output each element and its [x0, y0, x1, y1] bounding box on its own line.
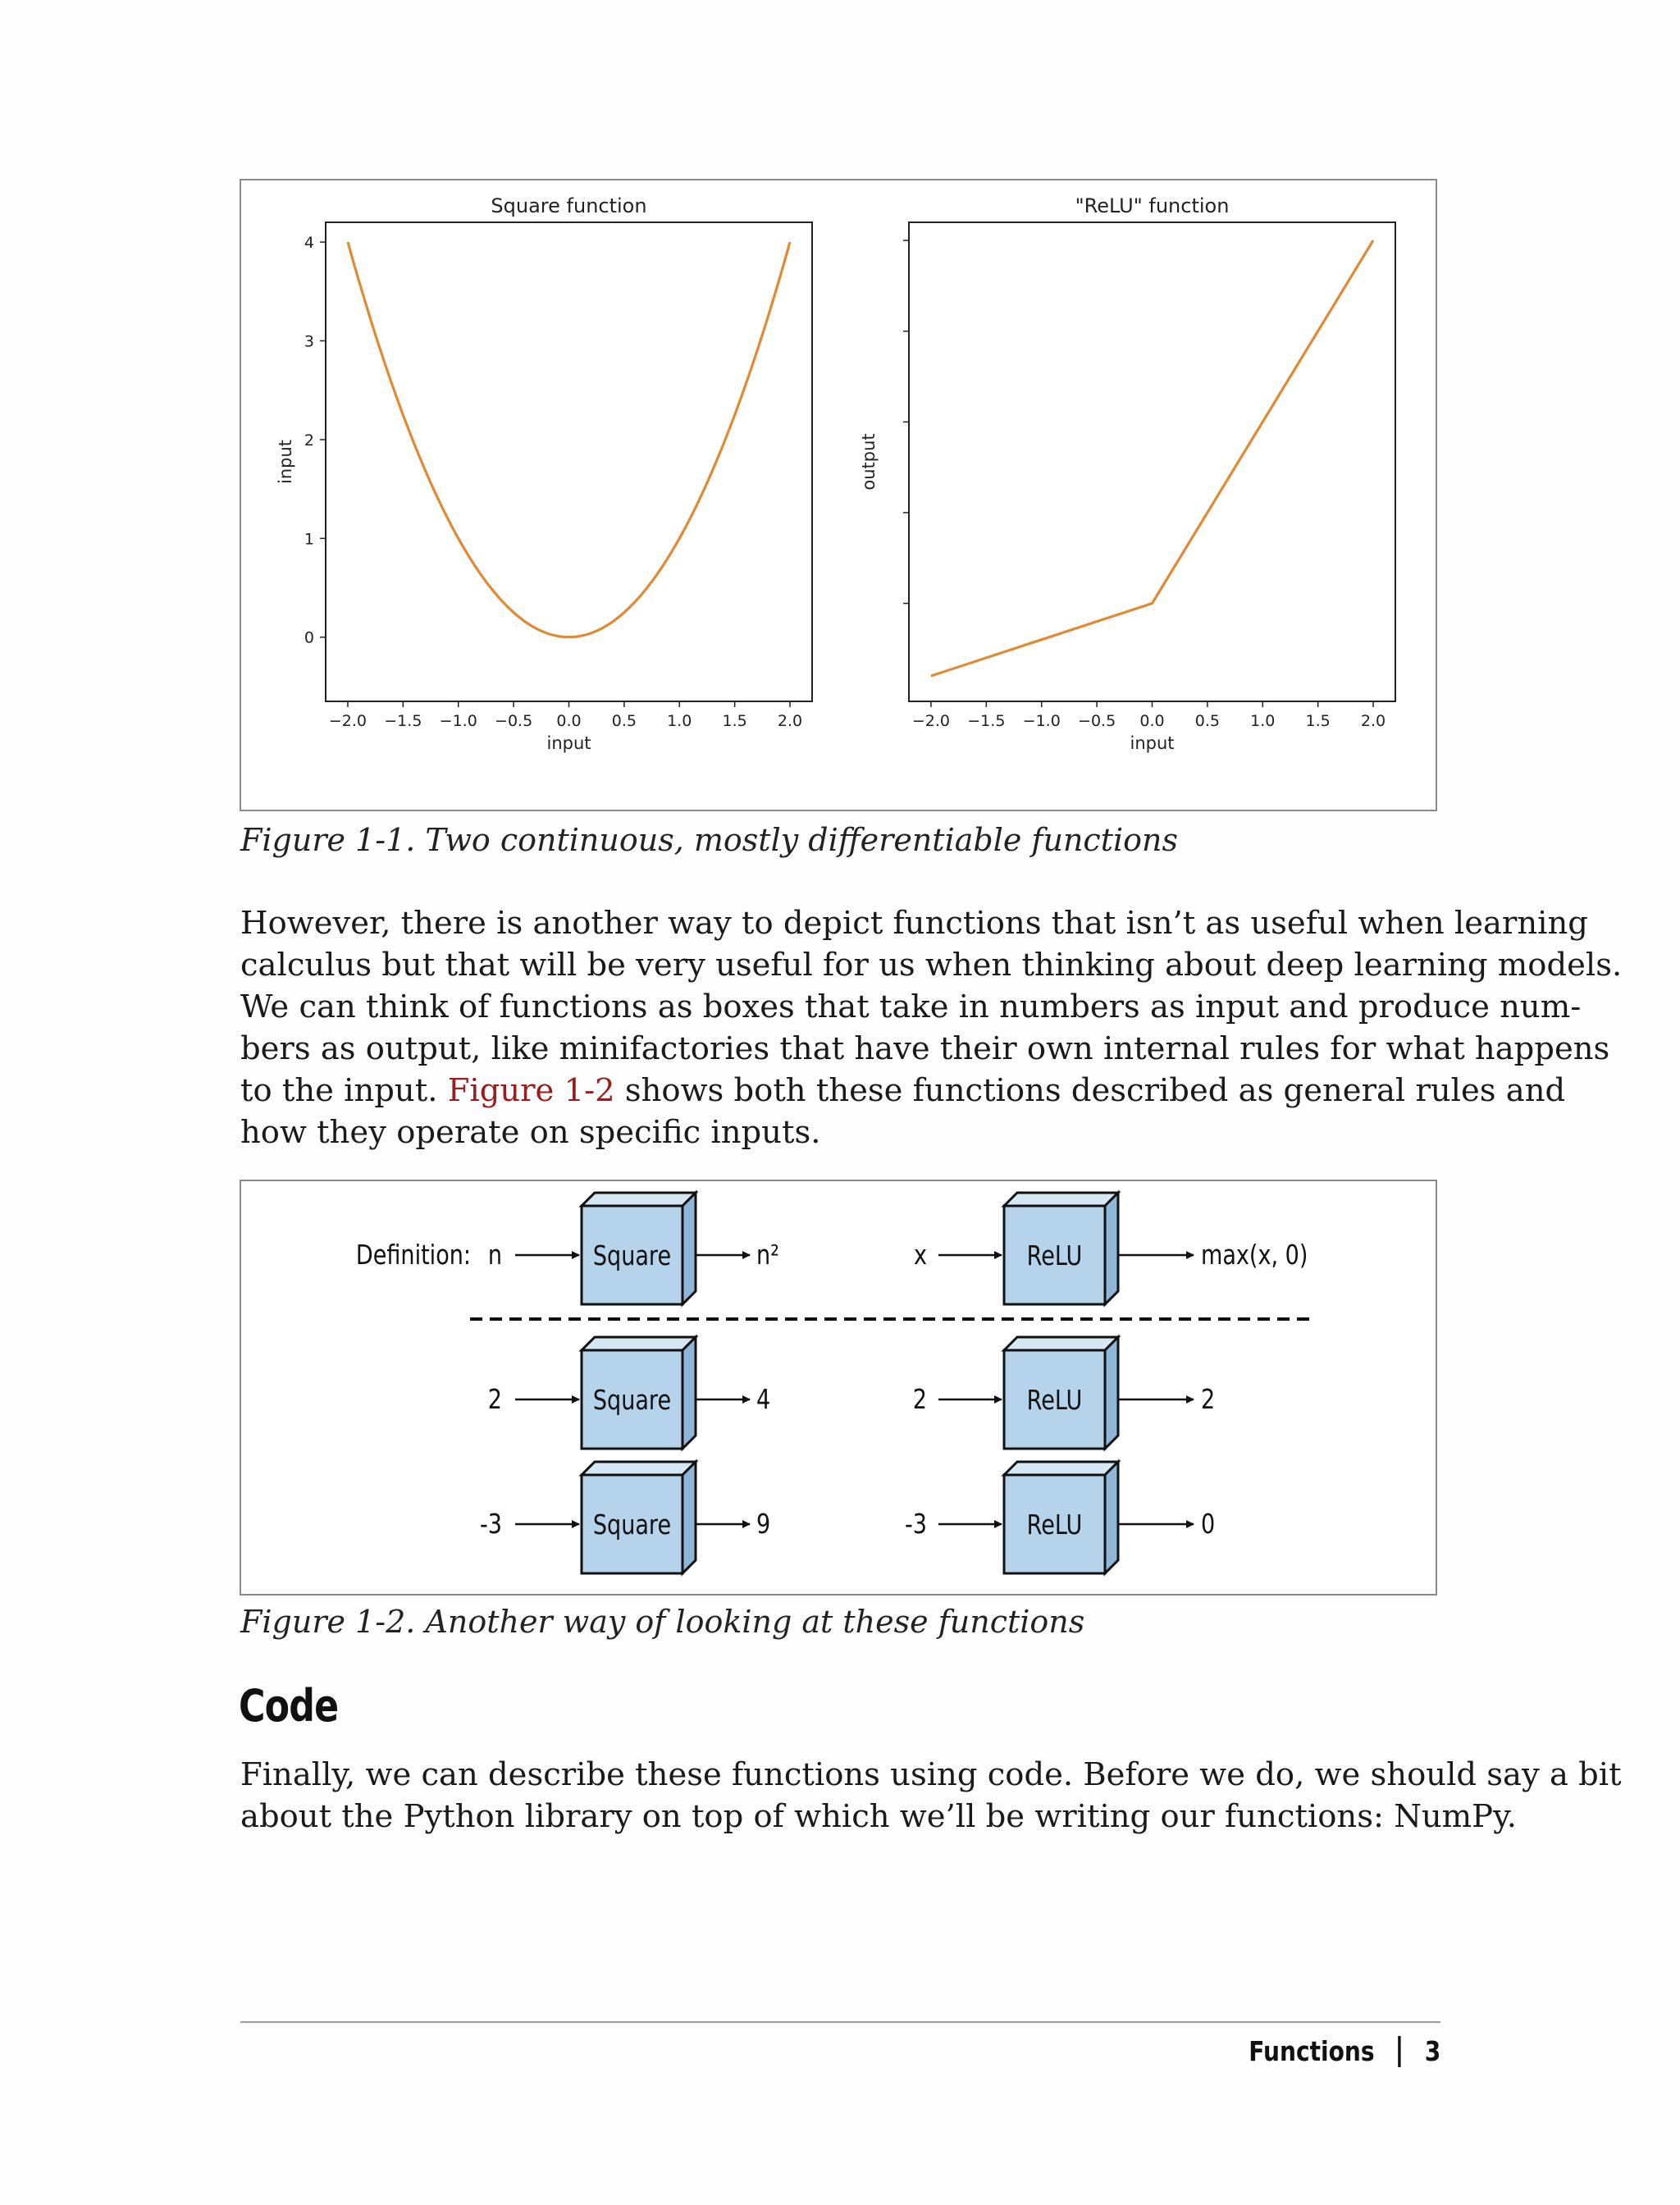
- x-tick-label: −1.0: [439, 712, 477, 730]
- y-axis-label: input: [276, 439, 295, 485]
- relu-input-value: 2: [912, 1384, 927, 1416]
- chart-title: Square function: [491, 194, 647, 217]
- x-tick-label: −1.5: [384, 712, 422, 730]
- relu-function-box: [1004, 1337, 1118, 1449]
- paragraph-line: how they operate on specific inputs.: [240, 1114, 821, 1151]
- y-axis-label: output: [859, 433, 879, 491]
- paragraph-line: calculus but that will be very useful for us when thinking about deep learning models.: [240, 947, 1623, 984]
- cube-label: Square: [592, 1240, 672, 1272]
- body-paragraph-2: [240, 1754, 1622, 1838]
- cube-label: ReLU: [1026, 1509, 1083, 1541]
- relu-output-value: 0: [1201, 1509, 1216, 1541]
- x-tick-label: 0.0: [556, 712, 582, 730]
- cube-side-face: [682, 1337, 696, 1449]
- footer-rule: [240, 2021, 1440, 2023]
- x-tick-label: −1.0: [1022, 712, 1061, 730]
- square-input-value: 2: [487, 1384, 502, 1416]
- cube-label: ReLU: [1026, 1240, 1083, 1272]
- y-tick-label: 4: [304, 234, 314, 253]
- x-axis-label: input: [546, 733, 591, 753]
- relu-input-value: -3: [905, 1509, 927, 1541]
- cube-top-face: [582, 1193, 696, 1206]
- square-output-value: n²: [756, 1239, 779, 1271]
- paragraph-line: [240, 1070, 1566, 1112]
- paragraph-line: We can think of functions as boxes that take in numbers as input and produce num-: [240, 988, 1582, 1025]
- paragraph-line: Finally, we can describe these functions using code. Before we do, we should say a bit: [240, 1756, 1622, 1793]
- x-tick-label: 2.0: [777, 712, 803, 730]
- cube-label: Square: [592, 1509, 672, 1541]
- section-heading-code: Code: [239, 1680, 339, 1732]
- square-function-box: [582, 1462, 696, 1573]
- figure-1-1-charts: [241, 180, 1436, 810]
- figure-1-2-link[interactable]: Figure 1-2: [447, 1072, 615, 1109]
- figure-1-1-caption: Figure 1-1. Two continuous, mostly differentiable functions: [240, 822, 1178, 858]
- y-tick-label: 0: [304, 628, 314, 647]
- relu-function-chart: [859, 194, 1395, 753]
- x-tick-label: −0.5: [1078, 712, 1116, 730]
- square-function-box: [582, 1337, 696, 1449]
- x-tick-label: −0.5: [495, 712, 533, 730]
- plot-area: [909, 222, 1395, 701]
- cube-top-face: [582, 1462, 696, 1475]
- figure-1-2-caption: Figure 1-2. Another way of looking at these functions: [240, 1604, 1085, 1640]
- definition-label: Definition:: [355, 1239, 471, 1271]
- relu-function-box: [1004, 1462, 1118, 1573]
- cube-side-face: [1105, 1462, 1118, 1573]
- square-function-box: [582, 1193, 696, 1304]
- cube-top-face: [1004, 1462, 1118, 1475]
- square-output-value: 9: [756, 1509, 771, 1541]
- relu-input-value: x: [913, 1239, 927, 1271]
- x-tick-label: −2.0: [328, 712, 368, 730]
- square-output-value: 4: [756, 1384, 771, 1416]
- chart-title: "ReLU" function: [1075, 194, 1230, 217]
- x-axis-label: input: [1130, 733, 1175, 753]
- body-paragraph-1: [240, 902, 1623, 1153]
- x-tick-label: 1.0: [1250, 712, 1276, 730]
- relu-output-value: 2: [1201, 1384, 1216, 1416]
- cube-side-face: [682, 1193, 696, 1304]
- figure-1-2-diagram: [241, 1181, 1436, 1594]
- cube-side-face: [1105, 1193, 1118, 1304]
- paragraph-line: about the Python library on top of which we’ll be writing our functions: NumPy.: [240, 1798, 1517, 1835]
- x-tick-label: 0.0: [1139, 712, 1165, 730]
- figure-1-2-frame: [240, 1180, 1437, 1596]
- x-tick-label: 0.5: [611, 712, 637, 730]
- footer-section-name: Functions: [1248, 2035, 1375, 2067]
- relu-output-value: max(x, 0): [1201, 1239, 1308, 1271]
- paragraph-line: bers as output, like minifactories that have their own internal rules for what happens: [240, 1030, 1610, 1067]
- cube-side-face: [682, 1462, 696, 1573]
- paragraph-line: However, there is another way to depict functions that isn’t as useful when learning: [240, 905, 1588, 942]
- x-tick-label: 1.5: [1305, 712, 1331, 730]
- x-tick-label: 1.5: [722, 712, 747, 730]
- y-tick-label: 2: [304, 431, 314, 450]
- paragraph-text: shows both these functions described as general rules and: [614, 1072, 1566, 1109]
- y-tick-label: 1: [304, 530, 314, 549]
- square-function-chart: [276, 194, 812, 753]
- page-number: 3: [1424, 2035, 1440, 2067]
- function-box-diagram: [356, 1193, 1314, 1573]
- x-tick-label: 1.0: [667, 712, 692, 730]
- x-tick-label: −1.5: [967, 712, 1006, 730]
- cube-side-face: [1105, 1337, 1118, 1449]
- y-tick-label: 3: [304, 332, 314, 351]
- cube-top-face: [582, 1337, 696, 1350]
- cube-label: Square: [592, 1385, 672, 1417]
- footer-separator: [1398, 2036, 1400, 2067]
- relu-function-box: [1004, 1193, 1118, 1304]
- plot-area: [326, 222, 812, 701]
- square-input-value: n: [487, 1239, 502, 1271]
- cube-top-face: [1004, 1337, 1118, 1350]
- x-tick-label: −2.0: [911, 712, 951, 730]
- figure-1-1-frame: [240, 179, 1437, 811]
- x-tick-label: 0.5: [1194, 712, 1220, 730]
- paragraph-text: to the input.: [240, 1072, 448, 1109]
- cube-top-face: [1004, 1193, 1118, 1206]
- square-input-value: -3: [480, 1509, 502, 1541]
- page-footer: [1249, 2035, 1440, 2067]
- cube-label: ReLU: [1026, 1385, 1083, 1417]
- x-tick-label: 2.0: [1360, 712, 1386, 730]
